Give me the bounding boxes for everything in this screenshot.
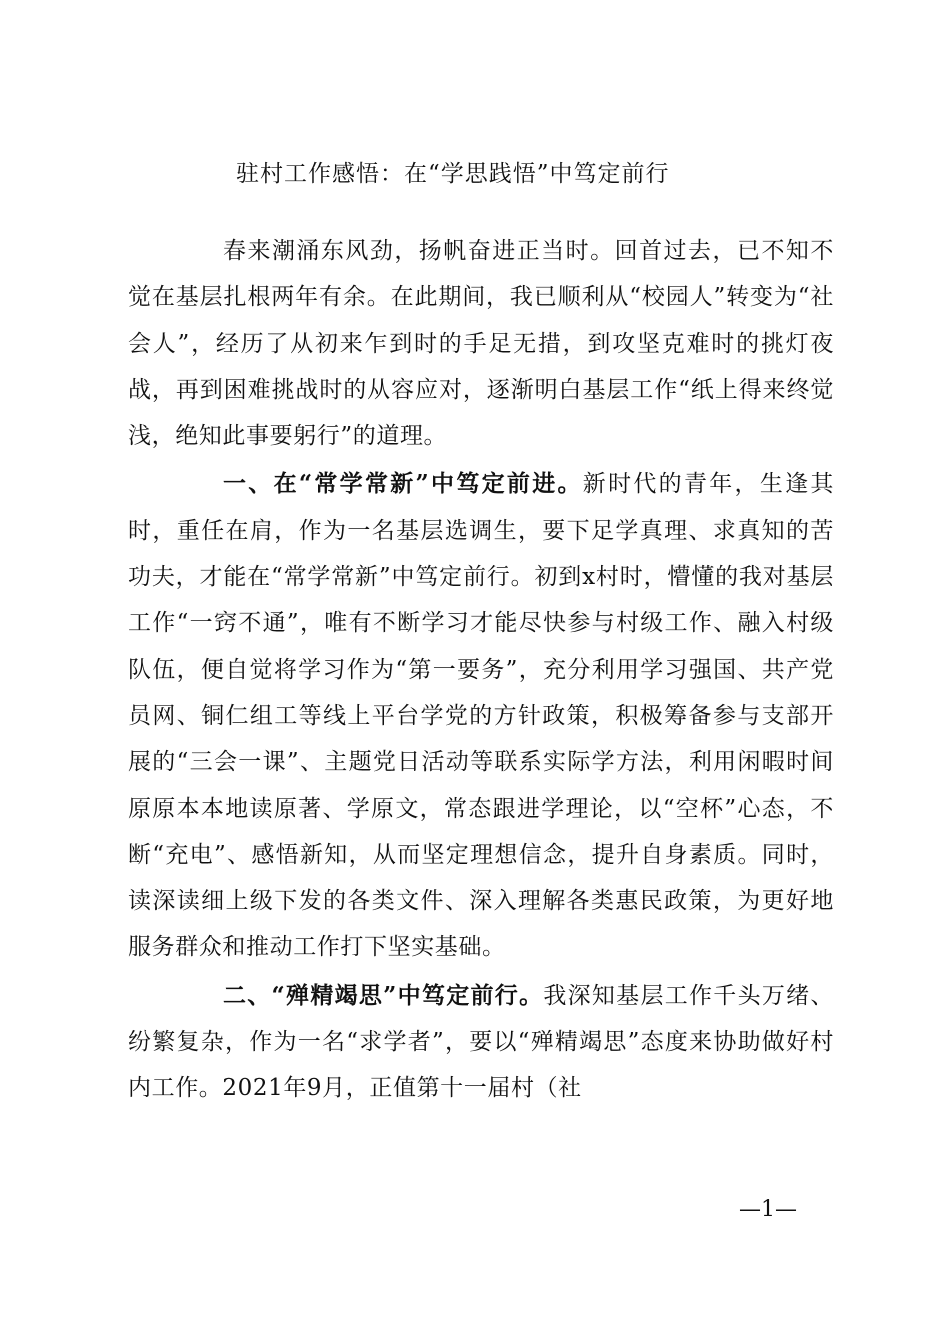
paragraph-section-2 xyxy=(128,973,834,1112)
paragraph-text: 新时代的青年，生逢其时，重任在肩，作为一名基层选调生，要下足学真理、求真知的苦功夫，才能在“常学常新”中笃定前行。初到x村时，懵懂的我对基层工作“一窍不通”，唯有不断学习才能尽快参与村级工作、融入村级队伍，便自觉将学习作为“第一要务”，充分利用学习强国、共产党员网、铜仁组工等线上平台学党的方针政策，积极筹备参与支部开展的“三会一课”、主题党日活动等联系实际学方法，利用闲暇时间原原本本地读原著、学原文，常态跟进学理论，以“空杯”心态，不断“充电”、感悟新知，从而坚定理想信念，提升自身素质。同时，读深读细上级下发的各类文件、深入理解各类惠民政策，为更好地服务群众和推动工作打下坚实基础。 xyxy=(128,471,834,961)
document-body xyxy=(128,228,834,1112)
paragraph-section-1 xyxy=(128,461,834,970)
paragraph-text: 春来潮涌东风劲，扬帆奋进正当时。回首过去，已不知不觉在基层扎根两年有余。在此期间，我已顺利从“校园人”转变为“社会人”，经历了从初来乍到时的手足无措，到攻坚克难时的挑灯夜战，再到困难挑战时的从容应对，逐渐明白基层工作“纸上得来终觉浅，绝知此事要躬行”的道理。 xyxy=(128,238,834,450)
section-heading: 二、“殚精竭思”中笃定前行。 xyxy=(223,981,544,1009)
document-title: 驻村工作感悟：在“学思践悟”中笃定前行 xyxy=(236,161,670,187)
paragraph-intro xyxy=(128,228,834,459)
paragraph-text: 我深知基层工作千头万绪、纷繁复杂，作为一名“求学者”，要以“殚精竭思”态度来协助做好村内工作。2021年9月，正值第十一届村（社 xyxy=(128,982,834,1102)
page-number: —1— xyxy=(739,1197,797,1222)
section-heading: 一、在“常学常新”中笃定前进。 xyxy=(223,470,583,498)
